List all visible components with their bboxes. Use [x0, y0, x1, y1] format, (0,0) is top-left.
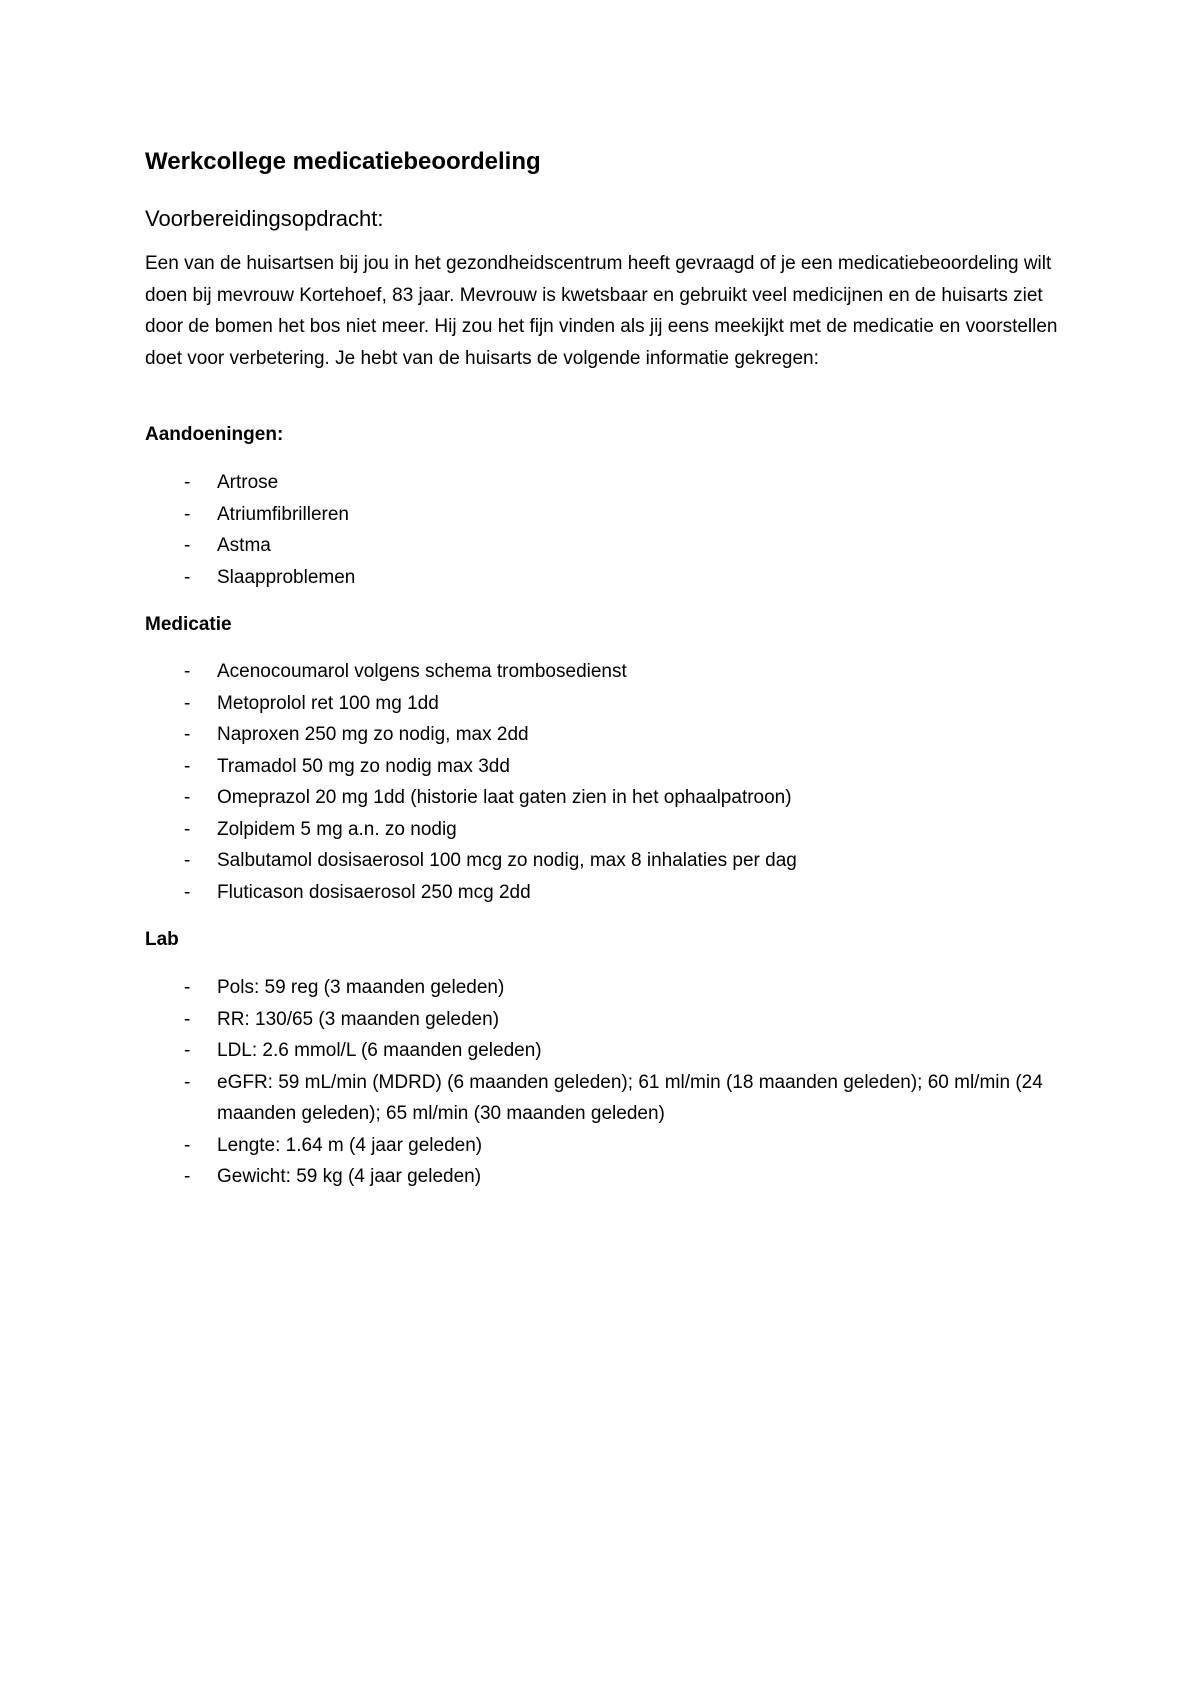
bullet-dash: -	[184, 881, 191, 903]
list-item	[145, 782, 1085, 814]
list-item-text: Astma	[217, 535, 271, 556]
list-item	[145, 1004, 1085, 1036]
list-item-text: Acenocoumarol volgens schema trombosedienst	[217, 661, 627, 682]
list-item	[145, 814, 1085, 846]
list-item	[145, 972, 1085, 1004]
list-item-text: eGFR: 59 mL/min (MDRD) (6 maanden geleden); 61 ml/min (18 maanden geleden); 60 ml/min (24 maanden geleden); 65 ml/min (30 maanden geleden)	[217, 1071, 1043, 1124]
list-item-text: Atriumfibrilleren	[217, 503, 349, 525]
assignment-subtitle: Voorbereidingsopdracht:	[145, 206, 384, 231]
list-item-text: Slaapproblemen	[217, 566, 356, 588]
list-item-text: Zolpidem 5 mg a.n. zo nodig	[217, 818, 457, 840]
list-item	[145, 1067, 1085, 1130]
bullet-dash: -	[184, 472, 191, 493]
lab-list	[145, 972, 1085, 1193]
list-item-text: Salbutamol dosisaerosol 100 mcg zo nodig, max 8 inhalaties per dag	[217, 850, 797, 871]
list-item	[145, 719, 1085, 751]
bullet-dash: -	[184, 1134, 191, 1156]
bullet-dash: -	[184, 1008, 191, 1030]
bullet-dash: -	[184, 818, 191, 840]
list-item-text: Fluticason dosisaerosol 250 mcg 2dd	[217, 881, 531, 903]
lab-heading: Lab	[145, 929, 179, 950]
list-item	[145, 877, 1085, 909]
bullet-dash: -	[184, 724, 191, 745]
list-item-text: Naproxen 250 mg zo nodig, max 2dd	[217, 724, 529, 745]
list-item-text: Lengte: 1.64 m (4 jaar geleden)	[217, 1134, 483, 1156]
aandoeningen-list	[145, 467, 1085, 593]
list-item	[145, 688, 1085, 720]
list-item	[145, 467, 1085, 499]
list-item	[145, 530, 1085, 562]
list-item	[145, 562, 1085, 594]
medicatie-heading: Medicatie	[145, 614, 232, 635]
list-item	[145, 1035, 1085, 1067]
bullet-dash: -	[184, 787, 191, 808]
list-item	[145, 499, 1085, 531]
list-item	[145, 1161, 1085, 1193]
bullet-dash: -	[184, 692, 191, 714]
list-item-text: LDL: 2.6 mmol/L (6 maanden geleden)	[217, 1040, 542, 1061]
document-title: Werkcollege medicatiebeoordeling	[145, 148, 541, 175]
list-item-text: Artrose	[217, 472, 279, 493]
bullet-dash: -	[184, 1166, 191, 1187]
bullet-dash: -	[184, 566, 191, 588]
bullet-dash: -	[184, 535, 191, 556]
bullet-dash: -	[184, 755, 191, 777]
list-item	[145, 656, 1085, 688]
bullet-dash: -	[184, 977, 191, 998]
bullet-dash: -	[184, 850, 191, 871]
list-item-text: Pols: 59 reg (3 maanden geleden)	[217, 977, 505, 998]
list-item-text: RR: 130/65 (3 maanden geleden)	[217, 1008, 500, 1030]
intro-paragraph: Een van de huisartsen bij jou in het gezondheidscentrum heeft gevraagd of je een medicatiebeoordeling wilt doen bij mevrouw Kortehoef, 83 jaar. Mevrouw is kwetsbaar en gebruikt veel medicijnen en de huisarts ziet door de bomen het bos niet meer. Hij zou het fijn vinden als jij eens meekijkt met de medicatie en voorstellen doet voor verbetering. Je hebt van de huisarts de volgende informatie gekregen:	[145, 253, 1058, 369]
list-item-text: Omeprazol 20 mg 1dd (historie laat gaten zien in het ophaalpatroon)	[217, 787, 792, 808]
list-item-text: Metoprolol ret 100 mg 1dd	[217, 692, 439, 714]
list-item	[145, 1130, 1085, 1162]
bullet-dash: -	[184, 661, 191, 682]
list-item	[145, 845, 1085, 877]
list-item-text: Gewicht: 59 kg (4 jaar geleden)	[217, 1166, 482, 1187]
bullet-dash: -	[184, 1071, 191, 1093]
bullet-dash: -	[184, 1040, 191, 1061]
aandoeningen-heading: Aandoeningen:	[145, 424, 284, 445]
list-item	[145, 751, 1085, 783]
medicatie-list	[145, 656, 1085, 908]
bullet-dash: -	[184, 503, 191, 525]
list-item-text: Tramadol 50 mg zo nodig max 3dd	[217, 755, 510, 777]
